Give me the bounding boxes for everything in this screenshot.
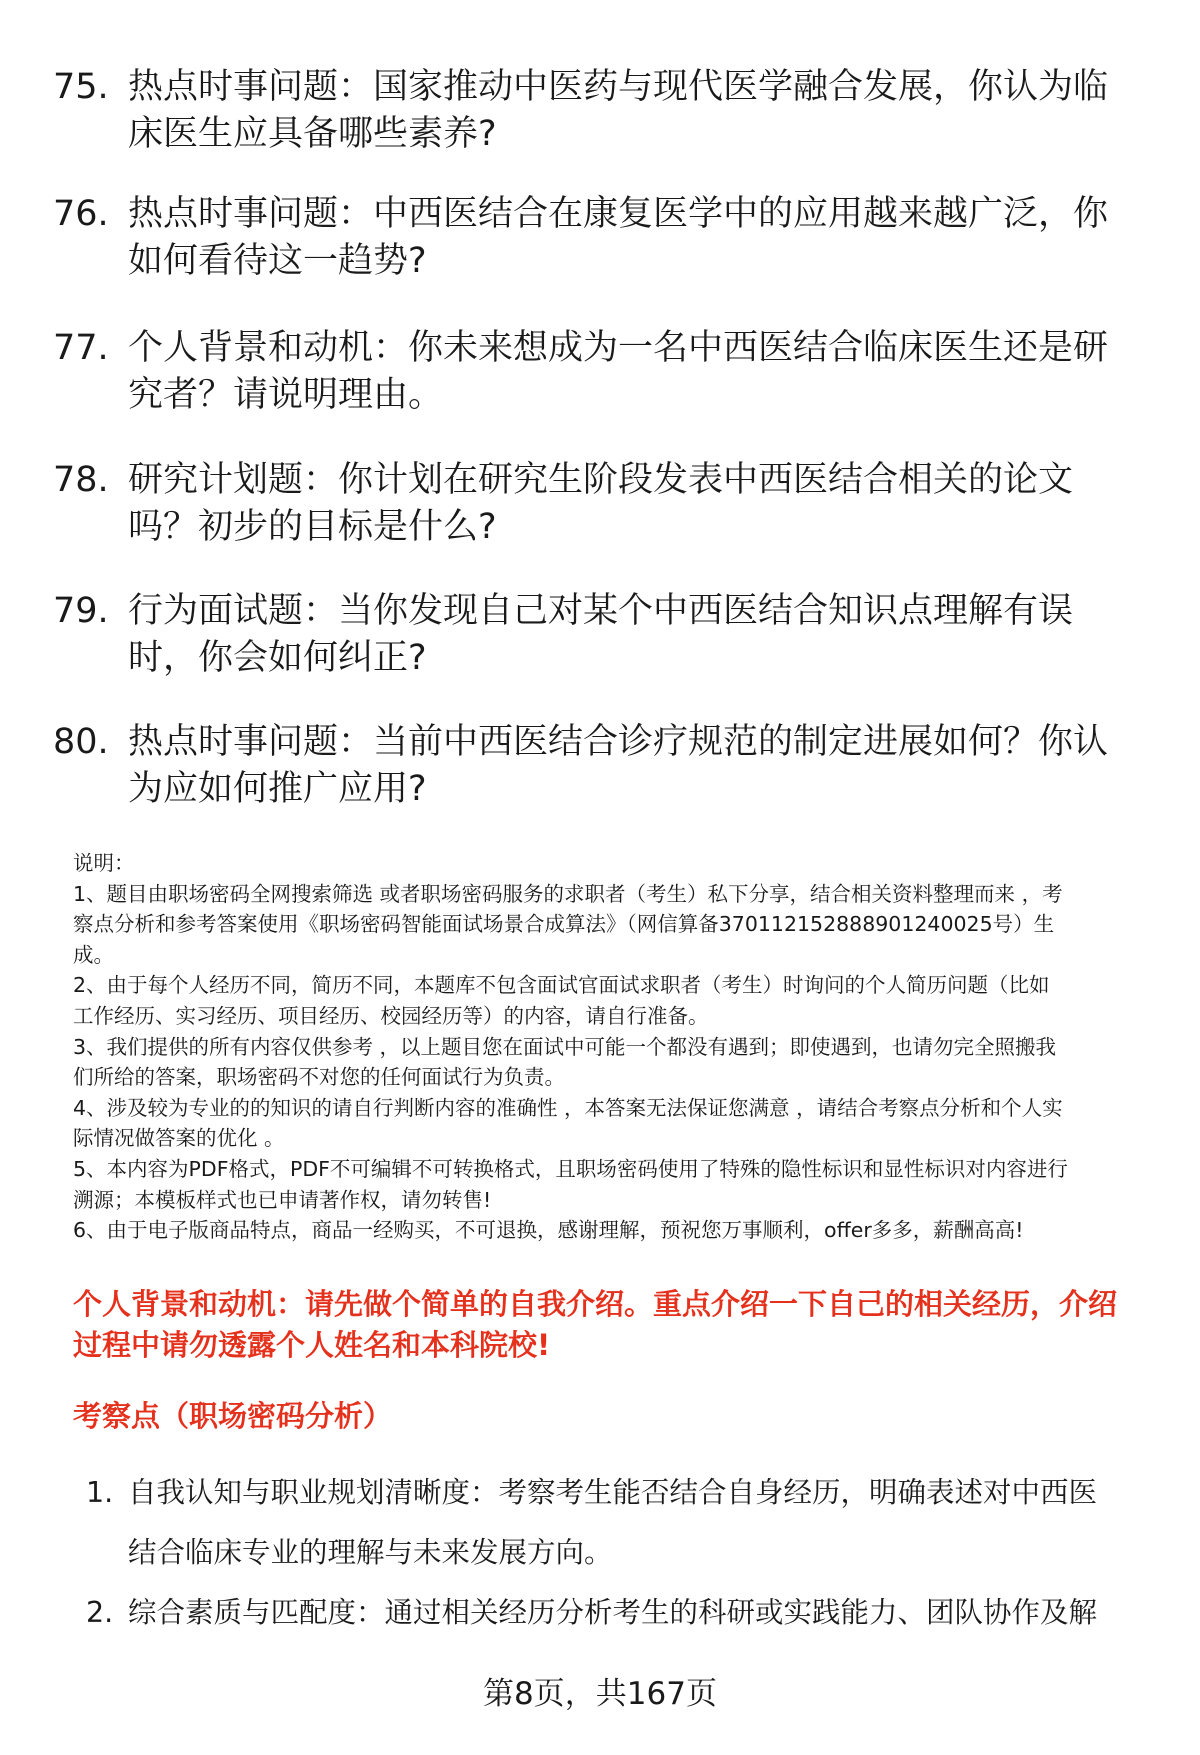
question-number: 78. bbox=[53, 460, 109, 500]
question-text: 为应如何推广应用? bbox=[128, 769, 427, 809]
analysis-heading: 考察点（职场密码分析） bbox=[73, 1399, 393, 1433]
question-text: 床医生应具备哪些素养? bbox=[128, 114, 497, 154]
notes-line: 2、由于每个人经历不同，简历不同，本题库不包含面试官面试求职者（考生）时询问的个人简历问题（比如 bbox=[73, 973, 1050, 998]
notes-line: 工作经历、实习经历、项目经历、校园经历等）的内容，请自行准备。 bbox=[73, 1003, 709, 1028]
analysis-item-text: 自我认知与职业规划清晰度：考察考生能否结合自身经历，明确表述对中西医 bbox=[128, 1476, 1098, 1509]
question-number: 80. bbox=[53, 722, 109, 762]
analysis-item-number: 1. bbox=[86, 1476, 114, 1509]
featured-question-line: 个人背景和动机：请先做个简单的自我介绍。重点介绍一下自己的相关经历，介绍 bbox=[73, 1287, 1118, 1321]
analysis-item-text: 结合临床专业的理解与未来发展方向。 bbox=[128, 1536, 613, 1569]
question-text: 热点时事问题：当前中西医结合诊疗规范的制定进展如何？你认 bbox=[128, 722, 1109, 762]
question-text: 研究计划题：你计划在研究生阶段发表中西医结合相关的论文 bbox=[128, 460, 1074, 500]
disclaimer-notes bbox=[73, 848, 1068, 1246]
notes-line: 成。 bbox=[73, 942, 114, 967]
featured-question bbox=[73, 1284, 1117, 1366]
question-text: 热点时事问题：国家推动中医药与现代医学融合发展，你认为临 bbox=[128, 67, 1109, 107]
question-text: 时，你会如何纠正? bbox=[128, 638, 427, 678]
featured-question-line: 过程中请勿透露个人姓名和本科院校! bbox=[73, 1328, 551, 1362]
notes-line: 3、我们提供的所有内容仅供参考 ，以上题目您在面试中可能一个都没有遇到；即使遇到，也请勿完全照搬我 bbox=[73, 1034, 1057, 1059]
question-text: 如何看待这一趋势? bbox=[128, 241, 427, 281]
question-text: 行为面试题：当你发现自己对某个中西医结合知识点理解有误 bbox=[128, 591, 1074, 631]
notes-line: 们所给的答案，职场密码不对您的任何面试行为负责。 bbox=[73, 1065, 565, 1090]
question-number: 77. bbox=[53, 328, 109, 368]
question-text: 究者？请说明理由。 bbox=[128, 375, 444, 415]
page-number: 第8页，共167页 bbox=[483, 1676, 717, 1712]
notes-line: 4、涉及较为专业的的知识的请自行判断内容的准确性 ，本答案无法保证您满意 ，请结合考察点分析和个人实 bbox=[73, 1095, 1063, 1120]
notes-line: 5、本内容为PDF格式，PDF不可编辑不可转换格式，且职场密码使用了特殊的隐性标识和显性标识对内容进行 bbox=[73, 1156, 1068, 1181]
analysis-item-text: 综合素质与匹配度：通过相关经历分析考生的科研或实践能力、团队协作及解 bbox=[128, 1596, 1098, 1629]
question-text: 个人背景和动机：你未来想成为一名中西医结合临床医生还是研 bbox=[128, 328, 1109, 368]
analysis-item-number: 2. bbox=[86, 1596, 114, 1629]
question-text: 吗？初步的目标是什么? bbox=[128, 507, 497, 547]
question-number: 75. bbox=[53, 67, 109, 107]
question-text: 热点时事问题：中西医结合在康复医学中的应用越来越广泛，你 bbox=[128, 194, 1109, 234]
question-number: 76. bbox=[53, 194, 109, 234]
question-number: 79. bbox=[53, 591, 109, 631]
notes-line: 1、题目由职场密码全网搜索筛选 或者职场密码服务的求职者（考生）私下分享，结合相关资料整理而来 ，考 bbox=[73, 881, 1063, 906]
notes-line: 际情况做答案的优化 。 bbox=[73, 1126, 285, 1151]
notes-line: 溯源；本模板样式也已申请著作权，请勿转售! bbox=[73, 1187, 492, 1212]
notes-line: 6、由于电子版商品特点，商品一经购买，不可退换，感谢理解，预祝您万事顺利，offer多多，薪酬高高! bbox=[73, 1218, 1024, 1243]
notes-line: 察点分析和参考答案使用《职场密码智能面试场景合成算法》（网信算备370112152888901240025号）生 bbox=[73, 912, 1055, 937]
notes-title: 说明： bbox=[73, 851, 135, 875]
